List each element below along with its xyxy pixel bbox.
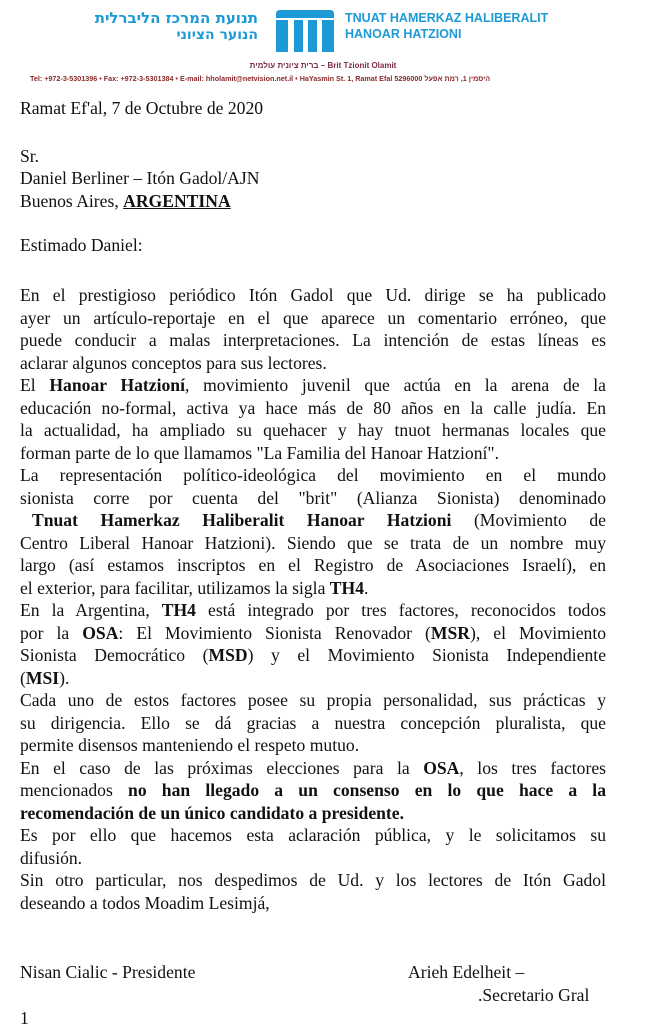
th4-bold: TH4 [329,577,364,598]
place-date: Ramat Ef'al, 7 de Octubre de 2020 [20,98,264,118]
paragraph-7-line: Es por ello que hacemos esta aclaración pública, y le solicitamos su [20,825,606,845]
organization-logo-icon [272,8,338,54]
letterhead-english-line1: TNUAT HAMERKAZ HALIBERALIT [345,11,549,25]
paragraph-3-line: largo (así estamos inscriptos en el Registro de Asociaciones Israelí), en [20,555,606,575]
recipient-title: Sr. [20,145,40,166]
msi-bold: MSI [25,667,60,688]
paragraph-6-line: mencionados no han llegado a un consenso en lo que hace a la [20,780,606,800]
hanoar-hatzioni-bold: Hanoar Hatzioní [49,375,185,395]
paragraph-8-line: Sin otro particular, nos despedimos de Ud. y los lectores de Itón Gadol [20,870,606,890]
signature-secretary-line1: Arieh Edelheit – [408,962,525,982]
recipient-city: Buenos Aires, [20,190,124,211]
greeting: Estimado Daniel: [20,235,143,255]
letterhead-hebrew-line1: תנועת המרכז הליברלית [94,9,258,27]
paragraph-3-line: el exterior, para facilitar, utilizamos la sigla TH4. [20,577,369,598]
paragraph-7-line: difusión. [20,847,83,868]
signature-secretary-line2: .Secretario Gral [478,985,590,1005]
paragraph-4-line: En la Argentina, TH4 está integrado por tres factores, reconocidos todos [20,600,606,620]
paragraph-1-line: aclarar algunos conceptos para sus lectores. [20,352,327,373]
paragraph-5-line: Cada uno de estos factores posee su propia personalidad, sus prácticas y [20,690,606,710]
page-number: 1 [20,1008,29,1028]
paragraph-2-line: forman parte de lo que llamamos "La Familia del Hanoar Hatzioní". [20,442,499,463]
paragraph-5-line: su dirigencia. Ello se dá gracias a nuestra concepción pluralista, que [20,712,606,733]
letterhead-english-line2: HANOAR HATZIONI [345,27,462,41]
paragraph-6-line: En el caso de las próximas elecciones para la OSA, los tres factores [20,757,606,778]
letter-body [20,284,606,914]
paragraph-3-line: Tnuat Hamerkaz Haliberalit Hanoar Hatzioni (Movimiento de [32,510,606,530]
msd-bold: MSD [208,645,248,665]
paragraph-6-line [20,802,606,825]
letterhead-contact: Tel: +972-3-5301396 • Fax: +972-3-5301384 • E-mail: hholamit@netvision.net.il • HaYasmin St. 1, Ramat Efal 5296000 היסמין 1, רמת אפעל [30,74,491,83]
osa-bold: OSA [423,757,460,778]
letter-header [20,97,606,257]
letterhead-hebrew-line2: הנוער הציוני [176,27,258,43]
osa-bold: OSA [82,622,119,643]
letterhead-brit: ברית ציונית עולמית – Brit Tzionit Olamit [249,61,397,70]
paragraph-3-line: Centro Liberal Hanoar Hatzioni). Siendo que se trata de un nombre muy [20,532,606,553]
paragraph-2-line: educación no-formal, activa ya hace más de 80 años en la calle judía. En [20,397,606,418]
th4-bold: TH4 [161,600,196,620]
paragraph-1-line: En el prestigioso periódico Itón Gadol que Ud. dirige se ha publicado [20,285,606,305]
paragraph-1-line: ayer un artículo-reportaje en el que aparece un comentario erróneo, que [20,307,606,328]
paragraph-4-line: Sionista Democrático (MSD) y el Movimiento Sionista Independiente [20,645,606,665]
paragraph-1-line: puede conducir a malas interpretaciones. La intención de estas líneas es [20,330,606,350]
recipient-city-line [20,190,606,213]
paragraph-4-line: por la OSA: El Movimiento Sionista Renovador (MSR), el Movimiento [20,622,606,643]
msr-bold: MSR [430,622,470,643]
paragraph-8-line: deseando a todos Moadim Lesimjá, [20,892,270,913]
paragraph-4-line: (MSI). [20,667,70,688]
recipient-name: Daniel Berliner – Itón Gadol/AJN [20,168,260,188]
paragraph-2-line: El Hanoar Hatzioní, movimiento juvenil que actúa en la arena de la [20,375,606,395]
paragraph-2-line: la actualidad, ha ampliado su quehacer y hay tnuot hermanas locales que [20,420,606,440]
consensus-bold: no han llegado a un consenso en lo que hace a la [128,780,606,800]
letterhead [0,0,646,90]
paragraph-5-line: permite disensos manteniendo el respeto mutuo. [20,735,360,755]
organization-name-bold: Tnuat Hamerkaz Haliberalit Hanoar Hatzioni [32,510,452,530]
paragraph-3-line: La representación político-ideológica del movimiento en el mundo [20,465,606,485]
recipient-country: ARGENTINA [123,190,231,211]
signature-president: Nisan Cialic - Presidente [20,962,196,982]
recommendation-bold: recomendación de un único candidato a presidente. [20,802,404,823]
paragraph-3-line: sionista corre por cuenta del "brit" (Alianza Sionista) denominado [20,487,606,508]
